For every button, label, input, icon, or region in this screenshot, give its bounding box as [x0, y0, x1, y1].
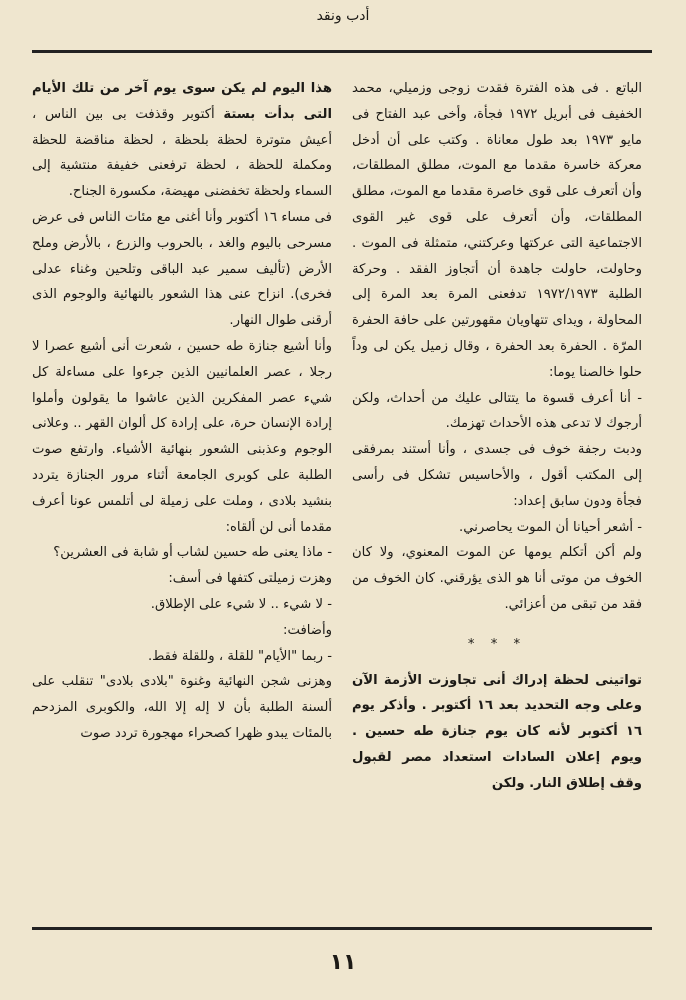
body-paragraph: - أنا أعرف قسوة ما يتتالى عليك من أحداث، ولكن أرجوك لا تدعى هذه الأحداث تهزمك.: [352, 390, 642, 432]
header-rule: [32, 50, 652, 53]
section-separator: * * *: [467, 636, 527, 652]
body-paragraph: - ماذا يعنى طه حسين لشاب أو شابة فى العشرين؟: [53, 545, 332, 561]
body-paragraph: وأنا أشيع جنازة طه حسين ، شعرت أنى أشيع عصرا لا رجلا ، عصر العلمانيين الذين جرءوا على مساءلة كل شيء عصر المفكرين الذين عاشوا ما يقولون وأملوا إرادة الإنسان حرة، على إرادة كل ألوان القهر .. وعلانى الوجوم وعذبنى الشعور بنهائية الأشياء. وارتفع صوت الطلبة على كوبرى الجامعة أثناء مرور الجنازة يتردد بنشيد بلادى ، وملت على زميلة لى أتلمس عونا أعرف مقدما أنى لن ألقاه:: [32, 338, 332, 535]
lead-bold-text: هذا اليوم لم يكن سوى يوم آخر من تلك الأيام التى بدأت بستة: [32, 81, 332, 122]
body-paragraph: فى مساء ١٦ أكتوبر وأنا أغنى مع مئات الناس فى عرض مسرحى باليوم والغد ، بالحروب والزرع ، بالأرض وملح الأرض (تأليف سمير عبد الباقى وتلحين وغناء عدلى فخرى). انزاح عنى هذا الشعور بالنهائية والوجوم الذى أرقنى طوال النهار.: [32, 209, 332, 329]
body-paragraph: ولم أكن أتكلم يومها عن الموت المعنوي، ولا كان الخوف من موتى أنا هو الذى يؤرقني. كان الخوف من فقد من تبقى من أعزائي.: [352, 545, 642, 612]
body-paragraph: تواتينى لحظة إدراك أنى تجاوزت الأزمة الآن وعلى وجه التحديد بعد ١٦ أكتوبر . وأذكر يوم ١٦ أكتوبر لأنه كان يوم جنازة طه حسين . ويوم إعلان السادات استعداد مصر لقبول وقف إطلاق النار. ولكن: [352, 672, 642, 791]
body-paragraph: ودبت رجفة خوف فى جسدى ، وأنا أستند بمرفقى إلى المكتب أقول ، والأحاسيس تشكل فى رأسى فجأة ودون سابق إعداد:: [352, 442, 642, 509]
left-column: [32, 76, 332, 916]
body-paragraph: وأضافت:: [283, 622, 332, 638]
lead-text: أكتوبر وقذفت بى بين الناس ، أعيش متوترة لحظة بلحظة ، لحظة مناقضة للحظة ومكملة للحظة ، لحظة ترفعنى خفيفة منتشية إلى السماء ولحظة تخفضنى مهيضة، مكسورة الجناح.: [32, 106, 332, 200]
body-paragraph: - لا شيء .. لا شيء على الإطلاق.: [150, 596, 332, 612]
body-paragraph: - أشعر أحيانا أن الموت يحاصرني.: [459, 519, 642, 535]
running-header: أدب ونقد: [316, 8, 370, 24]
footer-rule: [32, 927, 652, 930]
page-number: ١١: [329, 950, 357, 975]
body-paragraph: - ربما "الأيام" للقلة ، وللقلة فقط.: [147, 648, 332, 664]
body-paragraph: وهزت زميلتى كتفها فى أسف:: [168, 571, 332, 587]
right-column: [352, 76, 642, 916]
body-paragraph: الباتع . فى هذه الفترة فقدت زوجى وزميلي، محمد الخفيف فى أبريل ١٩٧٢ فجأة، وأخى عبد الفتاح فى مايو ١٩٧٣ بعد طول معاناة . وكتب على أن أدخل معركة خاسرة مقدما مع الموت، مطلق المطلقات، وأن أتعرف على قوى خاصرة مقدما مع الموت، مطلق المطلقات، وأن أتعرف على قوى غير القوى الاجتماعية التى عركتها وعركتني، متمثلة فى الموت . وحاولت، حاولت جاهدة أن أتجاوز الفقد . وحركة الطلبة ١٩٧٢/١٩٧٣ تدفعنى المرة بعد المرة إلى المحاولة ، ويداى تتهاويان مقهورتين على حافة الحفرة المرّة . الحفرة بعد الحفرة ، وقال زميل يكن لى وداً حلوا خالصنا يوما:: [352, 81, 642, 380]
body-paragraph: وهزنى شجن النهائية وغنوة "بلادى بلادى" تنقلب على ألسنة الطلبة بأن لا إله إلا الله، والكوبرى المزدحم بالمئات يبدو ظهرا كصحراء مهجورة تردد صوت: [32, 674, 332, 741]
lead-paragraph: [32, 76, 332, 205]
